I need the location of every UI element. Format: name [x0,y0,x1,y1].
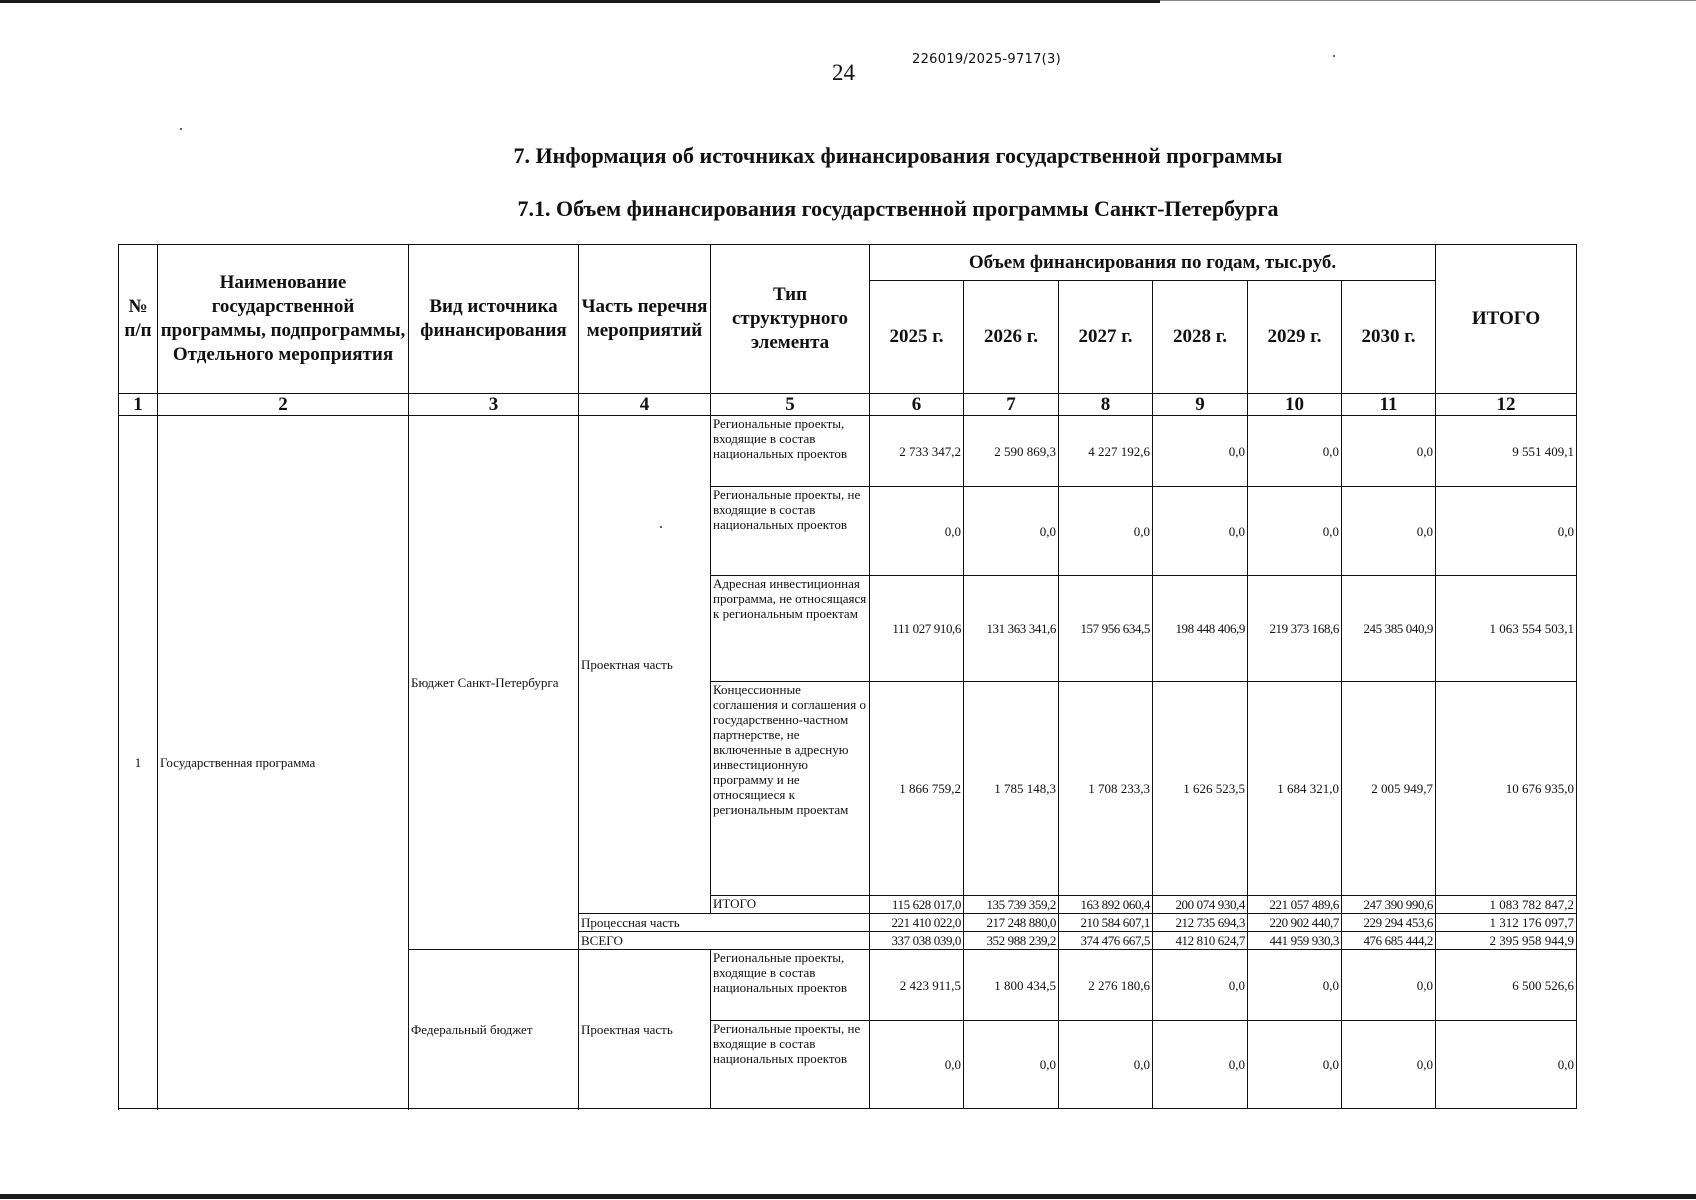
value-cell: 157 956 634,5 [1059,576,1153,682]
part-project: Проектная часть [579,416,711,914]
value-cell: 210 584 607,1 [1059,914,1153,932]
value-cell: 247 390 990,6 [1342,896,1436,914]
section-heading: 7. Информация об источниках финансирования государственной программы [513,143,1283,168]
header-name: Наименование государственной программы, подпрограммы, Отдельного мероприятия [158,245,409,394]
column-number: 5 [711,394,870,416]
subsection-heading: 7.1. Объем финансирования государственной программы Санкт-Петербурга [517,196,1279,221]
value-cell: 229 294 453,6 [1342,914,1436,932]
column-number: 3 [409,394,579,416]
value-cell: 0,0 [1342,1021,1436,1109]
header-years-group: Объем финансирования по годам, тыс.руб. [870,245,1436,281]
header-num: № п/п [119,245,158,394]
header-year: 2025 г. [870,281,964,394]
structural-element-type: Региональные проекты, входящие в состав национальных проектов [711,416,870,487]
total-cell: 2 395 958 944,9 [1436,932,1577,950]
value-cell: 220 902 440,7 [1248,914,1342,932]
value-cell: 0,0 [1342,950,1436,1021]
value-cell: 412 810 624,7 [1153,932,1248,950]
value-cell: 0,0 [964,1021,1059,1109]
value-cell: 245 385 040,9 [1342,576,1436,682]
column-number: 10 [1248,394,1342,416]
structural-element-type: Концессионные соглашения и соглашения о государственно-частном партнерстве, не включенные в адресную инвестиционную программу и не относящиеся к региональным проектам [711,682,870,896]
value-cell: 131 363 341,6 [964,576,1059,682]
value-cell: 221 057 489,6 [1248,896,1342,914]
value-cell: 4 227 192,6 [1059,416,1153,487]
value-cell: 1 626 523,5 [1153,682,1248,896]
header-year: 2028 г. [1153,281,1248,394]
value-cell: 352 988 239,2 [964,932,1059,950]
value-cell: 0,0 [1153,487,1248,576]
header-part: Часть перечня мероприятий [579,245,711,394]
header-year: 2030 г. [1342,281,1436,394]
source-federal-budget: Федеральный бюджет [409,950,579,1109]
total-cell: 1 312 176 097,7 [1436,914,1577,932]
column-number: 11 [1342,394,1436,416]
total-cell: 0,0 [1436,1021,1577,1109]
value-cell: 217 248 880,0 [964,914,1059,932]
column-numbers-row [119,394,1577,416]
scan-edge-top-thin [1160,0,1696,1]
part-process: Процессная часть [579,914,870,932]
value-cell: 0,0 [1248,950,1342,1021]
column-number: 1 [119,394,158,416]
value-cell: 1 785 148,3 [964,682,1059,896]
table-row [119,416,1577,487]
column-number: 2 [158,394,409,416]
value-cell: 0,0 [964,487,1059,576]
column-number: 12 [1436,394,1577,416]
structural-element-type: Региональные проекты, не входящие в состав национальных проектов [711,487,870,576]
value-cell: 198 448 406,9 [1153,576,1248,682]
value-cell: 221 410 022,0 [870,914,964,932]
header-year: 2027 г. [1059,281,1153,394]
source-spb-budget: Бюджет Санкт-Петербурга [409,416,579,950]
scan-speck [1333,55,1335,57]
value-cell: 1 708 233,3 [1059,682,1153,896]
row-number: 1 [119,416,158,1109]
header-source: Вид источника финансирования [409,245,579,394]
value-cell: 0,0 [1248,487,1342,576]
column-number: 9 [1153,394,1248,416]
value-cell: 111 027 910,6 [870,576,964,682]
scan-edge-bottom [0,1194,1696,1199]
value-cell: 0,0 [1059,487,1153,576]
value-cell: 219 373 168,6 [1248,576,1342,682]
scan-edge-top [0,0,1160,3]
value-cell: 476 685 444,2 [1342,932,1436,950]
financing-table [118,244,1577,1109]
value-cell: 135 739 359,2 [964,896,1059,914]
value-cell: 441 959 930,3 [1248,932,1342,950]
structural-element-type: Адресная инвестиционная программа, не относящаяся к региональным проектам [711,576,870,682]
value-cell: 2 005 949,7 [1342,682,1436,896]
value-cell: 0,0 [1248,1021,1342,1109]
value-cell: 374 476 667,5 [1059,932,1153,950]
value-cell: 0,0 [870,1021,964,1109]
structural-element-type: Региональные проекты, входящие в состав национальных проектов [711,950,870,1021]
value-cell: 0,0 [1153,1021,1248,1109]
header-type: Тип структурного элемента [711,245,870,394]
value-cell: 200 074 930,4 [1153,896,1248,914]
value-cell: 0,0 [1153,416,1248,487]
total-cell: 9 551 409,1 [1436,416,1577,487]
value-cell: 2 276 180,6 [1059,950,1153,1021]
part-project-federal: Проектная часть [579,950,711,1109]
value-cell: 115 628 017,0 [870,896,964,914]
value-cell: 0,0 [1342,487,1436,576]
value-cell: 0,0 [1342,416,1436,487]
column-number: 6 [870,394,964,416]
part-all: ВСЕГО [579,932,870,950]
value-cell: 163 892 060,4 [1059,896,1153,914]
total-cell: 6 500 526,6 [1436,950,1577,1021]
column-number: 4 [579,394,711,416]
header-year: 2026 г. [964,281,1059,394]
column-number: 8 [1059,394,1153,416]
page-number: 24 [832,60,855,85]
structural-element-type: Региональные проекты, не входящие в состав национальных проектов [711,1021,870,1109]
value-cell: 1 866 759,2 [870,682,964,896]
scan-speck [180,128,182,130]
document-registration-number: 226019/2025-9717(3) [912,52,1061,67]
total-cell: 10 676 935,0 [1436,682,1577,896]
value-cell: 2 733 347,2 [870,416,964,487]
value-cell: 0,0 [1248,416,1342,487]
subtotal-label: ИТОГО [711,896,870,914]
value-cell: 2 423 911,5 [870,950,964,1021]
total-cell: 1 083 782 847,2 [1436,896,1577,914]
value-cell: 337 038 039,0 [870,932,964,950]
total-cell: 1 063 554 503,1 [1436,576,1577,682]
column-number: 7 [964,394,1059,416]
value-cell: 0,0 [870,487,964,576]
program-name: Государственная программа [158,416,409,1109]
value-cell: 1 800 434,5 [964,950,1059,1021]
header-year: 2029 г. [1248,281,1342,394]
value-cell: 2 590 869,3 [964,416,1059,487]
value-cell: 0,0 [1059,1021,1153,1109]
value-cell: 212 735 694,3 [1153,914,1248,932]
total-cell: 0,0 [1436,487,1577,576]
value-cell: 1 684 321,0 [1248,682,1342,896]
header-total: ИТОГО [1436,245,1577,394]
value-cell: 0,0 [1153,950,1248,1021]
